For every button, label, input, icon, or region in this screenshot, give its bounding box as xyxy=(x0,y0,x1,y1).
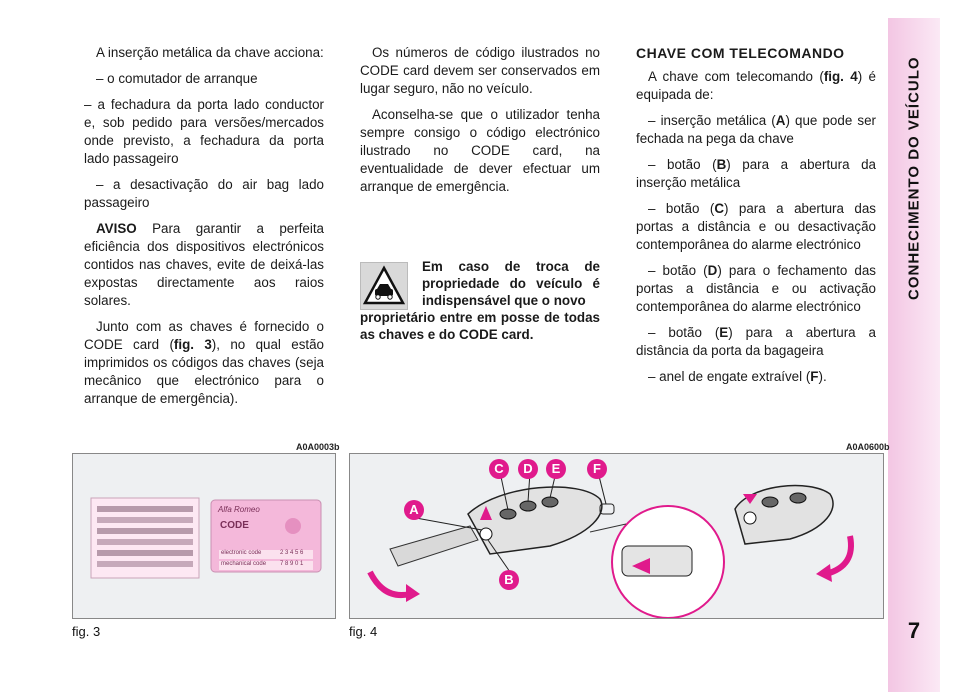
callout-e: E xyxy=(546,459,566,479)
fig-reference: fig. 3 xyxy=(173,337,212,352)
warning-box xyxy=(360,258,600,358)
figure-code: A0A0003b xyxy=(296,442,340,452)
text: ) para a abertura das portas a distância e ou desactivação contemporânea do alarme electrónico xyxy=(636,201,876,252)
text: ) é equipada de: xyxy=(636,69,876,102)
paragraph: – a fechadura da porta lado conductor e, sob pedido para versões/mercados onde previsto, a fechadura da porta lado passageiro xyxy=(84,97,324,166)
paragraph: Aconselha-se que o utilizador tenha sempre consigo o código electrónico ilustrado no CODE card, na eventualidade de dever efectuar um arranque de emergência. xyxy=(360,107,600,194)
figure-4-frame xyxy=(349,453,884,619)
paragraph: – o comutador de arranque xyxy=(96,71,258,86)
list-item xyxy=(636,262,876,316)
electronic-code-value: 2 3 4 5 6 xyxy=(280,550,304,556)
callout-d: D xyxy=(518,459,538,479)
item-letter: E xyxy=(719,325,729,340)
text: A chave com telecomando ( xyxy=(648,69,824,84)
section-heading: CHAVE COM TELECOMANDO xyxy=(636,45,845,61)
text-column-2 xyxy=(360,44,600,204)
paragraph xyxy=(84,318,324,408)
text: ). xyxy=(818,369,827,384)
text: ) que pode ser fechada na pega da chave xyxy=(636,113,877,146)
text-column-3 xyxy=(636,44,876,394)
item-letter: D xyxy=(707,263,718,278)
text-column-1 xyxy=(84,44,324,416)
electronic-code-label: electronic code xyxy=(221,550,262,556)
text: – botão ( xyxy=(648,201,715,216)
callout-f: F xyxy=(587,459,607,479)
text: – botão ( xyxy=(648,263,708,278)
paragraph: A inserção metálica da chave acciona: xyxy=(96,45,324,60)
text: – inserção metálica ( xyxy=(648,113,776,128)
code-card-illustration xyxy=(73,454,335,618)
paragraph: Os números de código ilustrados no CODE card devem ser conservados em lugar seguro, não no veículo. xyxy=(360,45,600,96)
page-number: 7 xyxy=(907,618,921,643)
text: ) para a abertura a distância da porta da bagageira xyxy=(636,325,876,358)
item-letter: B xyxy=(716,157,727,172)
figure-3-label: fig. 3 xyxy=(72,624,101,639)
figure-code: A0A0600b xyxy=(846,442,890,452)
item-letter: A xyxy=(775,113,786,128)
fig-reference: fig. 4 xyxy=(823,69,858,84)
mechanical-code-value: 7 8 9 0 1 xyxy=(280,561,304,567)
item-letter: F xyxy=(810,369,819,384)
notice-paragraph xyxy=(84,220,324,310)
list-item xyxy=(636,156,876,192)
section-title: CONHECIMENTO DO VEÍCULO xyxy=(905,56,923,300)
car-warning-icon xyxy=(360,262,408,310)
notice-label: AVISO xyxy=(96,221,137,236)
card-brand: Alfa Romeo xyxy=(218,505,260,514)
text: – anel de engate extraível ( xyxy=(648,369,811,384)
text: Junto com as chaves é fornecido o CODE card ( xyxy=(84,319,324,352)
remote-key-illustration xyxy=(350,454,883,618)
warning-text: Em caso de troca de propriedade do veículo é indispensável que o novo xyxy=(422,259,600,308)
text: ) para o fechamento das portas a distância e ou activação contemporânea do alarme electrónico xyxy=(636,263,877,314)
paragraph xyxy=(636,68,876,104)
mechanical-code-label: mechanical code xyxy=(221,561,267,567)
item-letter: C xyxy=(714,201,724,216)
card-title: CODE xyxy=(220,520,249,531)
text: – botão ( xyxy=(648,157,717,172)
figure-4-label: fig. 4 xyxy=(349,624,378,639)
notice-text: Para garantir a perfeita eficiência dos dispositivos electrónicos contidos nas chaves, evite de deixá-las expostas directamente aos raios solares. xyxy=(84,221,324,308)
list-item xyxy=(636,200,876,254)
callout-a: A xyxy=(404,500,424,520)
list-item xyxy=(636,324,876,360)
text: – botão ( xyxy=(648,325,720,340)
text: ), no qual estão imprimidos os códigos das chaves (seja mecânico que electrónico para o arranque de emergência). xyxy=(84,337,325,406)
list-item xyxy=(636,112,876,148)
paragraph: – a desactivação do air bag lado passageiro xyxy=(84,177,324,210)
text: ) para a abertura da inserção metálica xyxy=(636,157,876,190)
callout-c: C xyxy=(489,459,509,479)
list-item xyxy=(636,368,876,386)
callout-b: B xyxy=(499,570,519,590)
figure-3-frame xyxy=(72,453,336,619)
warning-text-cont: proprietário entre em posse de todas as chaves e do CODE card. xyxy=(360,310,600,342)
